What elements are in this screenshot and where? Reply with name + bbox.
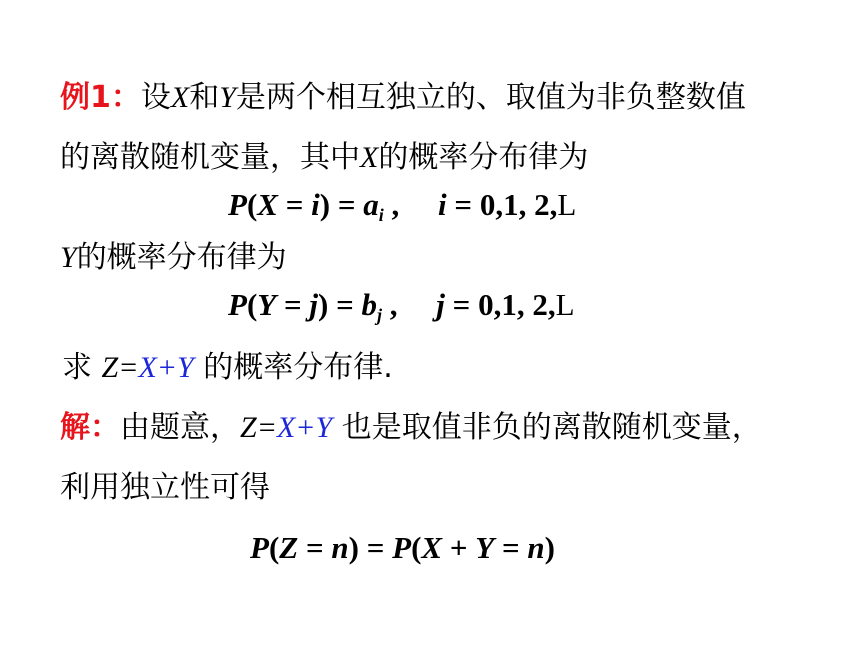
sym: b <box>361 287 377 322</box>
ellipsis: L <box>555 287 575 322</box>
sym: n <box>527 530 545 565</box>
sym: = <box>277 187 312 222</box>
var-x: X <box>170 81 190 114</box>
example-line-1 <box>60 78 746 118</box>
var-z: Z <box>240 411 257 444</box>
sym: = <box>494 530 528 565</box>
sym: Z <box>279 530 299 565</box>
sym: Y <box>475 530 495 565</box>
text: 是两个相互独立的、取值为非负整数值 <box>235 80 746 115</box>
text: 的离散随机变量，其中 <box>60 140 360 175</box>
sym: n <box>331 530 349 565</box>
sym: X <box>257 187 278 222</box>
sym: X <box>421 530 443 565</box>
formula-y-distribution <box>228 285 575 325</box>
text: 设 <box>140 80 171 115</box>
sym: = <box>446 187 480 222</box>
example-label: 例1： <box>60 80 141 115</box>
sym: = <box>276 287 310 322</box>
sym: 0,1, 2, <box>478 287 556 322</box>
sym: ( <box>268 530 280 565</box>
formula-x-distribution <box>228 185 576 225</box>
sym: a <box>363 187 379 222</box>
text: 利用独立性可得 <box>60 470 270 505</box>
sym: P <box>392 530 412 565</box>
sym: 0,1, 2, <box>479 187 558 222</box>
example-line-4 <box>62 348 393 388</box>
sym: P <box>228 187 247 222</box>
solution-line-2 <box>60 468 270 508</box>
equals: = <box>118 351 139 384</box>
sym: j <box>436 287 445 322</box>
text: 和 <box>189 80 220 115</box>
sym: j <box>309 287 318 322</box>
sym: ) <box>348 530 359 565</box>
text: 的概率分布律为 <box>76 240 287 275</box>
sym: = <box>328 287 362 322</box>
sym: ( <box>246 287 258 322</box>
sym: P <box>250 530 269 565</box>
x-plus-y: X+Y <box>138 351 194 384</box>
solution-line-1 <box>60 408 762 448</box>
subscript: j <box>377 305 383 325</box>
equals: = <box>256 411 277 444</box>
sym: i <box>311 187 320 222</box>
solution-label: 解： <box>60 410 120 445</box>
sym: ( <box>246 187 258 222</box>
example-line-2 <box>60 138 588 178</box>
sym: = <box>330 187 364 222</box>
text: 的概率分布律为 <box>378 140 589 175</box>
ellipsis: L <box>557 187 577 222</box>
text: 也是取值非负的离散随机变量， <box>332 410 762 445</box>
formula-z-sum <box>250 528 555 568</box>
sym: i <box>438 187 447 222</box>
text: 由题意， <box>120 410 240 445</box>
var-y: Y <box>219 81 236 114</box>
sym: ( <box>411 530 422 565</box>
var-y: Y <box>60 241 77 274</box>
text: 求 <box>62 350 102 385</box>
sym: Y <box>257 287 277 322</box>
text: 的概率分布律. <box>193 350 393 385</box>
sym: = <box>444 287 479 322</box>
sym: , <box>383 187 439 222</box>
var-z: Z <box>101 351 119 384</box>
sym: = <box>298 530 332 565</box>
var-x: X <box>360 141 379 174</box>
sym: ) <box>544 530 555 565</box>
sym: + <box>442 530 476 565</box>
sym: ) <box>319 187 331 222</box>
example-line-3 <box>60 238 287 278</box>
sym: , <box>382 287 437 322</box>
sym: = <box>358 530 393 565</box>
subscript: i <box>378 205 384 225</box>
sym: P <box>228 287 247 322</box>
sym: ) <box>318 287 329 322</box>
x-plus-y: X+Y <box>276 411 333 444</box>
